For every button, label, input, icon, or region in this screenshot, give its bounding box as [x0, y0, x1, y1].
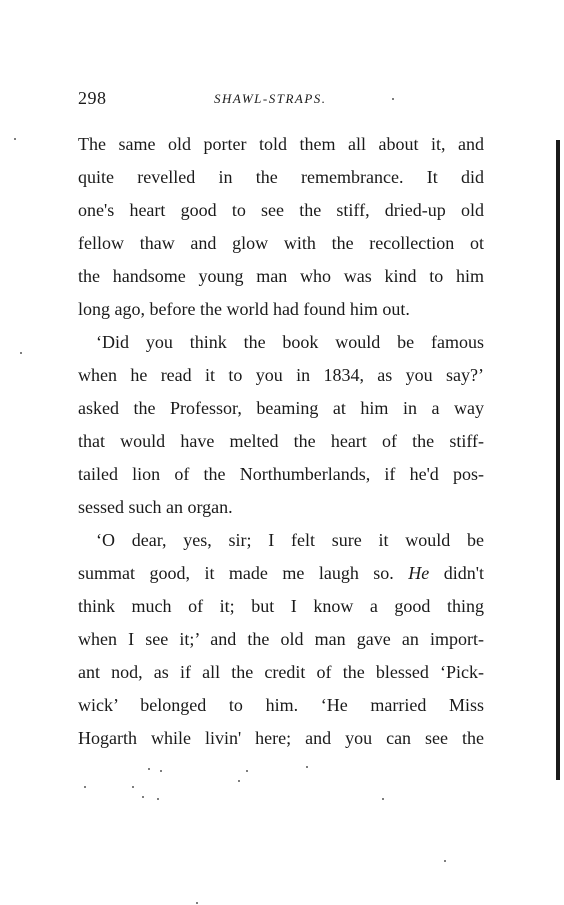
scan-speck	[196, 902, 198, 904]
scan-speck	[84, 786, 86, 788]
scan-speck	[306, 766, 308, 768]
scan-speck	[238, 780, 240, 782]
emphasis-text: He	[408, 563, 430, 583]
text-line: wick’ belonged to him. ‘He married Miss	[78, 695, 484, 715]
text-run: summat good, it made me laugh so.	[78, 563, 394, 583]
running-head: SHAWL-STRAPS.	[214, 91, 327, 106]
text-line: ‘Did you think the book would be famous	[96, 332, 484, 352]
text-line: ant nod, as if all the credit of the blessed ‘Pick-	[78, 662, 484, 682]
text-line: one's heart good to see the stiff, dried-up old	[78, 200, 484, 220]
text-line: quite revelled in the remembrance. It did	[78, 167, 484, 187]
text-line: think much of it; but I know a good thing	[78, 596, 484, 616]
text-line: that would have melted the heart of the stiff-	[78, 431, 484, 451]
text-line: Hogarth while livin' here; and you can see the	[78, 728, 484, 748]
page-edge-shadow	[556, 140, 560, 780]
scan-speck	[132, 786, 134, 788]
scan-speck	[246, 770, 248, 772]
scan-speck	[142, 796, 144, 798]
text-line: fellow thaw and glow with the recollection ot	[78, 233, 484, 253]
text-line: the handsome young man who was kind to him	[78, 266, 484, 286]
scan-speck	[392, 98, 394, 100]
text-line: when I see it;’ and the old man gave an import-	[78, 629, 484, 649]
scan-speck	[148, 768, 150, 770]
page-header	[78, 88, 484, 112]
text-line: ‘O dear, yes, sir; I felt sure it would be	[96, 530, 484, 550]
scan-speck	[382, 798, 384, 800]
text-run: didn't	[443, 563, 485, 583]
scan-speck	[444, 860, 446, 862]
page-number: 298	[78, 88, 107, 108]
scan-speck	[160, 770, 162, 772]
body-text	[78, 128, 484, 755]
scan-speck	[14, 138, 16, 140]
text-line: when he read it to you in 1834, as you say?’	[78, 365, 484, 385]
text-line: tailed lion of the Northumberlands, if he'd pos-	[78, 464, 484, 484]
text-line: sessed such an organ.	[78, 497, 233, 517]
text-line-mixed	[78, 557, 484, 590]
text-line: asked the Professor, beaming at him in a way	[78, 398, 484, 418]
scan-speck	[20, 352, 22, 354]
scan-speck	[157, 798, 159, 800]
text-line: long ago, before the world had found him out.	[78, 299, 410, 319]
text-line: The same old porter told them all about it, and	[78, 134, 484, 154]
